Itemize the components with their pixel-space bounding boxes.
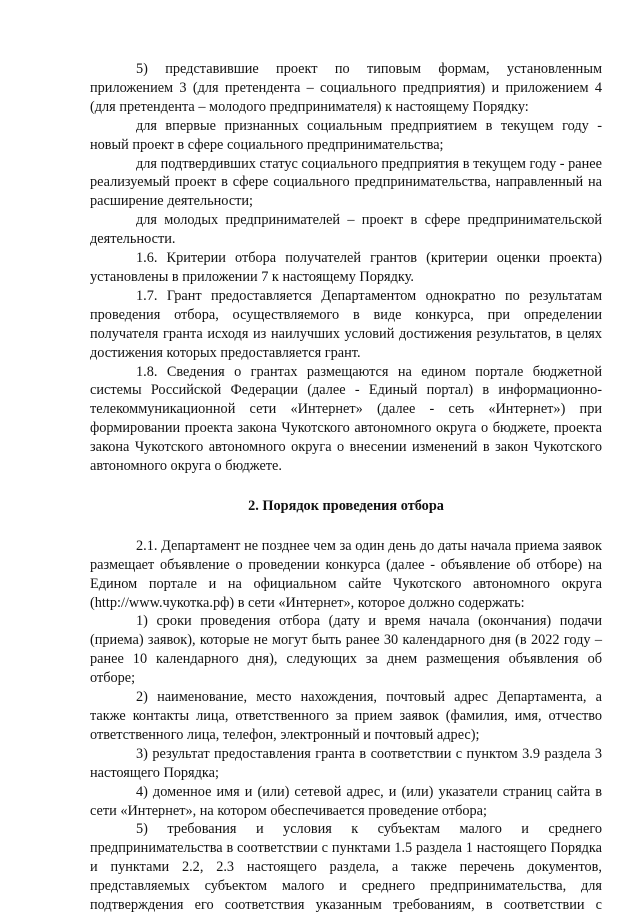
list-item-2: 2) наименование, место нахождения, почтовый адрес Департамента, а также контакты лица, ответственного за прием заявок (фамилия, имя, отчество ответственного лица, телефон, электронный и почтовый адрес); — [90, 689, 602, 743]
paragraph-2-1: 2.1. Департамент не позднее чем за один день до даты начала приема заявок размещает объявление о проведении конкурса (далее - объявление об отборе) на Едином портале и на официальном сайте Чукотского автономного округа (http://www.чукотка.рф) в сети «Интернет», которое должно содержать: — [90, 537, 602, 611]
paragraph-1-6: 1.6. Критерии отбора получателей грантов (критерии оценки проекта) установлены в приложении 7 к настоящему Порядку. — [90, 250, 602, 285]
paragraph-1-8: 1.8. Сведения о грантах размещаются на едином портале бюджетной системы Российской Федерации (далее - Единый портал) в информационно-телекоммуникационной сети «Интернет» (далее - сеть «Интернет») при формировании проекта закона Чукотского автономного округа о бюджете, проекта закона Чукотского автономного округа о внесении изменений в закон Чукотского автономного округа о бюджете. — [90, 363, 602, 475]
paragraph-item-5: 5) представившие проект по типовым формам, установленным приложением 3 (для претендента – социального предприятия) и приложением 4 (для претендента – молодого предпринимателя) к настоящему Порядку: — [90, 61, 602, 115]
list-item-4: 4) доменное имя и (или) сетевой адрес, и (или) указатели страниц сайта в сети «Интернет», на котором обеспечивается проведение отбора; — [90, 783, 602, 819]
list-item-1: 1) сроки проведения отбора (дату и время начала (окончания) подачи (приема) заявок), которые не могут быть ранее 30 календарного дня (в 2022 году – ранее 10 календарного дня), следующих за днем размещения объявления об отборе; — [90, 613, 602, 687]
paragraph-young-entrepreneurs: для молодых предпринимателей – проект в сфере предпринимательской деятельности. — [90, 212, 602, 248]
paragraph-new-project: для впервые признанных социальным предприятием в текущем году - новый проект в сфере социального предпринимательства; — [90, 117, 602, 153]
paragraph-1-7: 1.7. Грант предоставляется Департаментом однократно по результатам проведения отбора, осуществляемого в виде конкурса, при определении получателя гранта исходя из наилучших условий достижения результатов, в целях достижения которых предоставляется грант. — [90, 287, 602, 361]
paragraph-confirmed-status: для подтвердивших статус социального предприятия в текущем году - ранее реализуемый проект в сфере социального предпринимательства, направленный на расширение деятельности; — [90, 155, 602, 210]
list-item-5: 5) требования и условия к субъектам малого и среднего предпринимательства в соответствии с пунктами 1.5 раздела 1 настоящего Порядка и пунктами 2.2, 2.3 настоящего раздела, а также перечень документов, представляемых субъектом малого и среднего предпринимательства, для подтверждения его соответствия указанным требованиям, в соответствии с — [90, 821, 602, 914]
list-item-3: 3) результат предоставления гранта в соответствии с пунктом 3.9 раздела 3 настоящего Порядка; — [90, 745, 602, 781]
document-page — [90, 60, 602, 915]
section-heading: 2. Порядок проведения отбора — [248, 497, 444, 514]
